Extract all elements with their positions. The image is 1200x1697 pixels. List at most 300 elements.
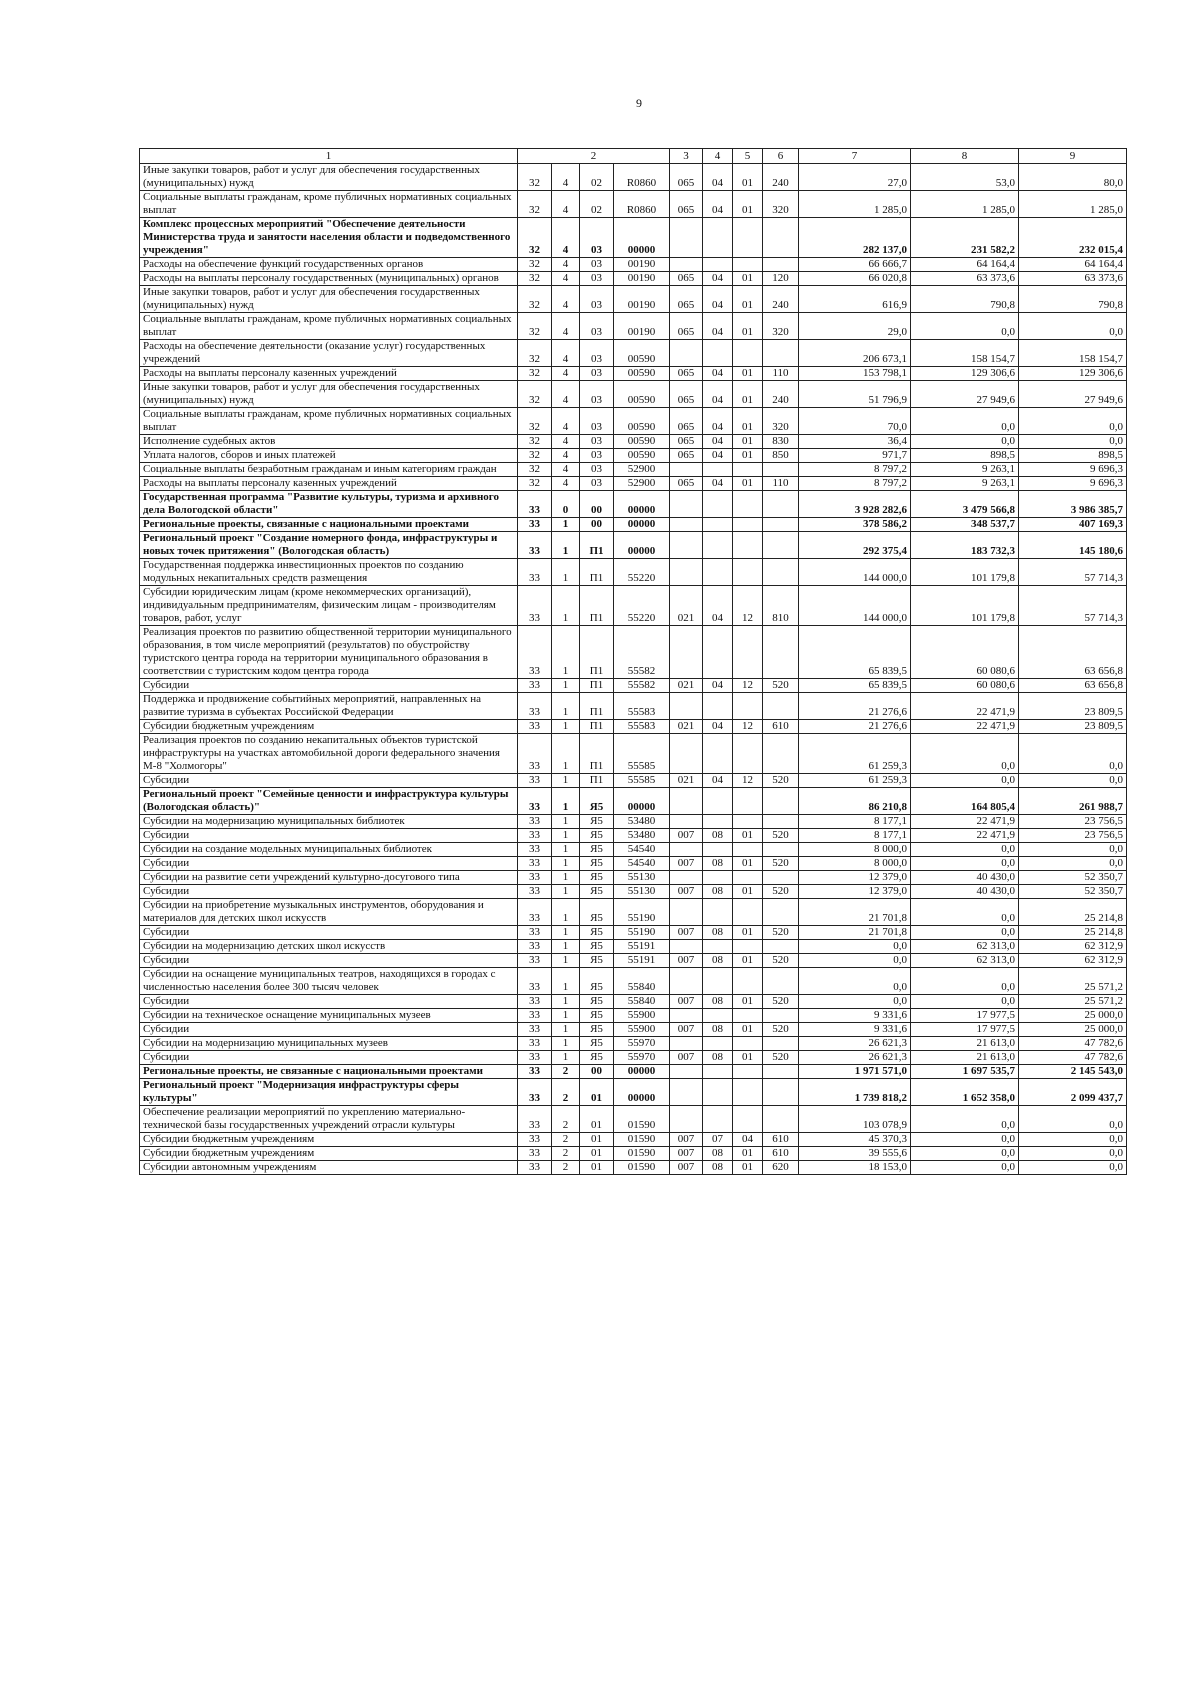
amount-col-7-cell: 971,7 xyxy=(799,449,911,463)
ministry-code-cell xyxy=(670,491,703,518)
ministry-code-cell: 065 xyxy=(670,272,703,286)
subsection-code-cell xyxy=(733,559,763,586)
amount-col-9-cell: 0,0 xyxy=(1019,1161,1127,1175)
section-code-cell: 08 xyxy=(703,1023,733,1037)
direction-code-cell: 55191 xyxy=(614,954,670,968)
subsection-code-cell: 01 xyxy=(733,191,763,218)
amount-col-8-cell: 22 471,9 xyxy=(911,693,1019,720)
amount-col-9-cell: 0,0 xyxy=(1019,857,1127,871)
amount-col-9-cell: 63 373,6 xyxy=(1019,272,1127,286)
ministry-code-cell: 065 xyxy=(670,313,703,340)
program-code-cell: 33 xyxy=(518,857,552,871)
amount-col-8-cell: 62 313,0 xyxy=(911,954,1019,968)
row-name-cell: Субсидии xyxy=(140,995,518,1009)
amount-col-7-cell: 65 839,5 xyxy=(799,679,911,693)
amount-col-7-cell: 616,9 xyxy=(799,286,911,313)
direction-code-cell: 00590 xyxy=(614,381,670,408)
subsection-code-cell: 01 xyxy=(733,995,763,1009)
section-code-cell: 08 xyxy=(703,1161,733,1175)
row-name-cell: Социальные выплаты гражданам, кроме публичных нормативных социальных выплат xyxy=(140,408,518,435)
activity-code-cell: 03 xyxy=(580,367,614,381)
program-code-cell: 33 xyxy=(518,1147,552,1161)
amount-col-7-cell: 8 797,2 xyxy=(799,463,911,477)
activity-code-cell: 03 xyxy=(580,340,614,367)
amount-col-7-cell: 8 797,2 xyxy=(799,477,911,491)
amount-col-8-cell: 53,0 xyxy=(911,164,1019,191)
amount-col-9-cell: 9 696,3 xyxy=(1019,463,1127,477)
section-code-cell: 08 xyxy=(703,926,733,940)
program-code-cell: 33 xyxy=(518,843,552,857)
subsection-code-cell: 04 xyxy=(733,1133,763,1147)
ministry-code-cell xyxy=(670,518,703,532)
table-row xyxy=(140,477,1127,491)
activity-code-cell: П1 xyxy=(580,693,614,720)
amount-col-9-cell: 52 350,7 xyxy=(1019,885,1127,899)
expense-type-cell: 830 xyxy=(763,435,799,449)
subprogram-code-cell: 4 xyxy=(552,191,580,218)
table-row xyxy=(140,1079,1127,1106)
expense-type-cell xyxy=(763,218,799,258)
expense-type-cell: 320 xyxy=(763,191,799,218)
program-code-cell: 33 xyxy=(518,899,552,926)
program-code-cell: 33 xyxy=(518,788,552,815)
program-code-cell: 33 xyxy=(518,1133,552,1147)
direction-code-cell: 01590 xyxy=(614,1147,670,1161)
amount-col-7-cell: 61 259,3 xyxy=(799,734,911,774)
activity-code-cell: Я5 xyxy=(580,954,614,968)
expense-type-cell xyxy=(763,843,799,857)
expense-type-cell: 520 xyxy=(763,995,799,1009)
amount-col-7-cell: 12 379,0 xyxy=(799,885,911,899)
row-name-cell: Комплекс процессных мероприятий "Обеспечение деятельности Министерства труда и занятости населения области и подведомственного учреждения" xyxy=(140,218,518,258)
ministry-code-cell xyxy=(670,788,703,815)
subsection-code-cell: 01 xyxy=(733,367,763,381)
subsection-code-cell: 01 xyxy=(733,272,763,286)
section-code-cell: 08 xyxy=(703,857,733,871)
direction-code-cell: 55840 xyxy=(614,968,670,995)
subsection-code-cell xyxy=(733,258,763,272)
direction-code-cell: 54540 xyxy=(614,843,670,857)
activity-code-cell: Я5 xyxy=(580,843,614,857)
amount-col-9-cell: 63 656,8 xyxy=(1019,626,1127,679)
expense-type-cell xyxy=(763,491,799,518)
program-code-cell: 32 xyxy=(518,164,552,191)
row-name-cell: Реализация проектов по созданию некапитальных объектов туристской инфраструктуры на участках автомобильной дороги федерального значения М-8 "Холмогоры" xyxy=(140,734,518,774)
ministry-code-cell: 007 xyxy=(670,995,703,1009)
subprogram-code-cell: 1 xyxy=(552,1009,580,1023)
activity-code-cell: Я5 xyxy=(580,1009,614,1023)
direction-code-cell: 55583 xyxy=(614,720,670,734)
activity-code-cell: 01 xyxy=(580,1161,614,1175)
subsection-code-cell xyxy=(733,1037,763,1051)
expense-type-cell: 520 xyxy=(763,926,799,940)
subsection-code-cell xyxy=(733,463,763,477)
amount-col-7-cell: 144 000,0 xyxy=(799,586,911,626)
row-name-cell: Поддержка и продвижение событийных мероприятий, направленных на развитие туризма в субъектах Российской Федерации xyxy=(140,693,518,720)
subprogram-code-cell: 1 xyxy=(552,559,580,586)
amount-col-7-cell: 86 210,8 xyxy=(799,788,911,815)
expense-type-cell: 120 xyxy=(763,272,799,286)
subprogram-code-cell: 4 xyxy=(552,367,580,381)
amount-col-9-cell: 47 782,6 xyxy=(1019,1051,1127,1065)
program-code-cell: 32 xyxy=(518,435,552,449)
table-row xyxy=(140,518,1127,532)
table-row xyxy=(140,774,1127,788)
row-name-cell: Региональные проекты, связанные с национальными проектами xyxy=(140,518,518,532)
section-code-cell: 04 xyxy=(703,586,733,626)
section-code-cell: 08 xyxy=(703,885,733,899)
subsection-code-cell xyxy=(733,940,763,954)
direction-code-cell: 52900 xyxy=(614,463,670,477)
section-code-cell xyxy=(703,1037,733,1051)
amount-col-9-cell: 63 656,8 xyxy=(1019,679,1127,693)
direction-code-cell: 00000 xyxy=(614,532,670,559)
subsection-code-cell: 01 xyxy=(733,381,763,408)
ministry-code-cell: 065 xyxy=(670,191,703,218)
subprogram-code-cell: 4 xyxy=(552,477,580,491)
subsection-code-cell: 01 xyxy=(733,857,763,871)
subprogram-code-cell: 1 xyxy=(552,518,580,532)
subsection-code-cell xyxy=(733,491,763,518)
section-code-cell xyxy=(703,258,733,272)
amount-col-9-cell: 0,0 xyxy=(1019,843,1127,857)
table-row xyxy=(140,164,1127,191)
activity-code-cell: 01 xyxy=(580,1147,614,1161)
subsection-code-cell: 12 xyxy=(733,774,763,788)
row-name-cell: Субсидии xyxy=(140,1023,518,1037)
section-code-cell xyxy=(703,559,733,586)
amount-col-8-cell: 21 613,0 xyxy=(911,1051,1019,1065)
subsection-code-cell: 12 xyxy=(733,586,763,626)
expense-type-cell: 520 xyxy=(763,1023,799,1037)
row-name-cell: Обеспечение реализации мероприятий по укреплению материально-технической базы государственных учреждений отрасли культуры xyxy=(140,1106,518,1133)
activity-code-cell: 01 xyxy=(580,1079,614,1106)
subsection-code-cell xyxy=(733,1009,763,1023)
ministry-code-cell xyxy=(670,1065,703,1079)
amount-col-7-cell: 103 078,9 xyxy=(799,1106,911,1133)
section-code-cell xyxy=(703,871,733,885)
amount-col-8-cell: 0,0 xyxy=(911,734,1019,774)
ministry-code-cell xyxy=(670,843,703,857)
amount-col-8-cell: 63 373,6 xyxy=(911,272,1019,286)
table-row xyxy=(140,815,1127,829)
subprogram-code-cell: 1 xyxy=(552,885,580,899)
amount-col-9-cell: 25 571,2 xyxy=(1019,995,1127,1009)
amount-col-8-cell: 0,0 xyxy=(911,1161,1019,1175)
subsection-code-cell xyxy=(733,788,763,815)
header-col-3: 3 xyxy=(670,149,703,164)
amount-col-8-cell: 22 471,9 xyxy=(911,829,1019,843)
program-code-cell: 33 xyxy=(518,1009,552,1023)
subprogram-code-cell: 0 xyxy=(552,491,580,518)
expense-type-cell: 110 xyxy=(763,367,799,381)
amount-col-8-cell: 0,0 xyxy=(911,313,1019,340)
header-col-7: 7 xyxy=(799,149,911,164)
expense-type-cell xyxy=(763,871,799,885)
activity-code-cell: Я5 xyxy=(580,995,614,1009)
ministry-code-cell: 007 xyxy=(670,1023,703,1037)
table-row xyxy=(140,968,1127,995)
amount-col-8-cell: 17 977,5 xyxy=(911,1009,1019,1023)
ministry-code-cell xyxy=(670,463,703,477)
program-code-cell: 33 xyxy=(518,1037,552,1051)
amount-col-8-cell: 21 613,0 xyxy=(911,1037,1019,1051)
program-code-cell: 32 xyxy=(518,367,552,381)
activity-code-cell: П1 xyxy=(580,586,614,626)
amount-col-7-cell: 26 621,3 xyxy=(799,1037,911,1051)
table-row xyxy=(140,463,1127,477)
expense-type-cell: 610 xyxy=(763,1147,799,1161)
direction-code-cell: 00000 xyxy=(614,788,670,815)
subsection-code-cell xyxy=(733,532,763,559)
program-code-cell: 32 xyxy=(518,313,552,340)
section-code-cell: 04 xyxy=(703,449,733,463)
program-code-cell: 32 xyxy=(518,381,552,408)
subprogram-code-cell: 4 xyxy=(552,463,580,477)
amount-col-8-cell: 22 471,9 xyxy=(911,720,1019,734)
subprogram-code-cell: 4 xyxy=(552,313,580,340)
amount-col-9-cell: 23 809,5 xyxy=(1019,693,1127,720)
amount-col-9-cell: 23 756,5 xyxy=(1019,815,1127,829)
subprogram-code-cell: 2 xyxy=(552,1106,580,1133)
row-name-cell: Субсидии на модернизацию муниципальных библиотек xyxy=(140,815,518,829)
ministry-code-cell: 065 xyxy=(670,367,703,381)
section-code-cell: 04 xyxy=(703,286,733,313)
row-name-cell: Социальные выплаты гражданам, кроме публичных нормативных социальных выплат xyxy=(140,313,518,340)
direction-code-cell: 55582 xyxy=(614,626,670,679)
row-name-cell: Субсидии бюджетным учреждениям xyxy=(140,720,518,734)
amount-col-7-cell: 0,0 xyxy=(799,968,911,995)
section-code-cell: 08 xyxy=(703,954,733,968)
program-code-cell: 33 xyxy=(518,871,552,885)
amount-col-9-cell: 64 164,4 xyxy=(1019,258,1127,272)
subprogram-code-cell: 4 xyxy=(552,408,580,435)
subprogram-code-cell: 4 xyxy=(552,218,580,258)
expense-type-cell: 240 xyxy=(763,381,799,408)
amount-col-7-cell: 27,0 xyxy=(799,164,911,191)
expense-type-cell: 520 xyxy=(763,679,799,693)
direction-code-cell: 00590 xyxy=(614,408,670,435)
direction-code-cell: 55130 xyxy=(614,885,670,899)
direction-code-cell: 55582 xyxy=(614,679,670,693)
subprogram-code-cell: 2 xyxy=(552,1147,580,1161)
section-code-cell xyxy=(703,815,733,829)
subsection-code-cell xyxy=(733,734,763,774)
amount-col-7-cell: 153 798,1 xyxy=(799,367,911,381)
program-code-cell: 33 xyxy=(518,1051,552,1065)
program-code-cell: 33 xyxy=(518,518,552,532)
table-row xyxy=(140,626,1127,679)
table-row xyxy=(140,218,1127,258)
subprogram-code-cell: 1 xyxy=(552,693,580,720)
subprogram-code-cell: 2 xyxy=(552,1065,580,1079)
amount-col-7-cell: 8 177,1 xyxy=(799,829,911,843)
ministry-code-cell: 065 xyxy=(670,435,703,449)
amount-col-7-cell: 12 379,0 xyxy=(799,871,911,885)
amount-col-8-cell: 60 080,6 xyxy=(911,626,1019,679)
ministry-code-cell: 007 xyxy=(670,1147,703,1161)
expense-type-cell: 320 xyxy=(763,313,799,340)
ministry-code-cell xyxy=(670,532,703,559)
activity-code-cell: Я5 xyxy=(580,788,614,815)
subsection-code-cell: 01 xyxy=(733,885,763,899)
expense-type-cell: 520 xyxy=(763,829,799,843)
expense-type-cell xyxy=(763,1009,799,1023)
subsection-code-cell xyxy=(733,693,763,720)
amount-col-8-cell: 62 313,0 xyxy=(911,940,1019,954)
direction-code-cell: R0860 xyxy=(614,191,670,218)
subsection-code-cell: 01 xyxy=(733,435,763,449)
subsection-code-cell: 01 xyxy=(733,449,763,463)
amount-col-9-cell: 52 350,7 xyxy=(1019,871,1127,885)
table-row xyxy=(140,313,1127,340)
subprogram-code-cell: 2 xyxy=(552,1161,580,1175)
subsection-code-cell: 01 xyxy=(733,926,763,940)
section-code-cell: 04 xyxy=(703,191,733,218)
ministry-code-cell: 065 xyxy=(670,381,703,408)
subsection-code-cell xyxy=(733,1106,763,1133)
direction-code-cell: 55220 xyxy=(614,559,670,586)
subsection-code-cell: 01 xyxy=(733,313,763,340)
amount-col-8-cell: 164 805,4 xyxy=(911,788,1019,815)
subsection-code-cell: 01 xyxy=(733,954,763,968)
direction-code-cell: 00000 xyxy=(614,491,670,518)
ministry-code-cell xyxy=(670,968,703,995)
amount-col-7-cell: 21 701,8 xyxy=(799,926,911,940)
row-name-cell: Субсидии на оснащение муниципальных театров, находящихся в городах с численностью населения более 300 тысяч человек xyxy=(140,968,518,995)
amount-col-8-cell: 40 430,0 xyxy=(911,871,1019,885)
row-name-cell: Расходы на обеспечение деятельности (оказание услуг) государственных учреждений xyxy=(140,340,518,367)
amount-col-9-cell: 0,0 xyxy=(1019,313,1127,340)
table-row xyxy=(140,1037,1127,1051)
activity-code-cell: Я5 xyxy=(580,1037,614,1051)
activity-code-cell: П1 xyxy=(580,720,614,734)
direction-code-cell: 55583 xyxy=(614,693,670,720)
amount-col-7-cell: 45 370,3 xyxy=(799,1133,911,1147)
section-code-cell xyxy=(703,940,733,954)
ministry-code-cell: 007 xyxy=(670,1133,703,1147)
table-row xyxy=(140,340,1127,367)
row-name-cell: Субсидии xyxy=(140,954,518,968)
amount-col-7-cell: 1 971 571,0 xyxy=(799,1065,911,1079)
program-code-cell: 32 xyxy=(518,258,552,272)
ministry-code-cell: 007 xyxy=(670,885,703,899)
table-row xyxy=(140,788,1127,815)
section-code-cell xyxy=(703,340,733,367)
expense-type-cell xyxy=(763,693,799,720)
program-code-cell: 33 xyxy=(518,1065,552,1079)
header-col-2: 2 xyxy=(518,149,670,164)
table-row xyxy=(140,843,1127,857)
amount-col-9-cell: 80,0 xyxy=(1019,164,1127,191)
amount-col-8-cell: 790,8 xyxy=(911,286,1019,313)
amount-col-8-cell: 183 732,3 xyxy=(911,532,1019,559)
amount-col-8-cell: 898,5 xyxy=(911,449,1019,463)
expense-type-cell xyxy=(763,1037,799,1051)
amount-col-9-cell: 129 306,6 xyxy=(1019,367,1127,381)
table-row xyxy=(140,899,1127,926)
table-row xyxy=(140,1133,1127,1147)
activity-code-cell: Я5 xyxy=(580,926,614,940)
activity-code-cell: 03 xyxy=(580,258,614,272)
table-row xyxy=(140,272,1127,286)
amount-col-7-cell: 18 153,0 xyxy=(799,1161,911,1175)
activity-code-cell: Я5 xyxy=(580,1023,614,1037)
row-name-cell: Субсидии xyxy=(140,679,518,693)
ministry-code-cell: 065 xyxy=(670,408,703,435)
amount-col-9-cell: 27 949,6 xyxy=(1019,381,1127,408)
program-code-cell: 33 xyxy=(518,885,552,899)
activity-code-cell: Я5 xyxy=(580,885,614,899)
direction-code-cell: 00590 xyxy=(614,340,670,367)
row-name-cell: Субсидии xyxy=(140,774,518,788)
direction-code-cell: 55220 xyxy=(614,586,670,626)
row-name-cell: Иные закупки товаров, работ и услуг для обеспечения государственных (муниципальных) нужд xyxy=(140,286,518,313)
table-row xyxy=(140,954,1127,968)
ministry-code-cell: 065 xyxy=(670,164,703,191)
ministry-code-cell xyxy=(670,626,703,679)
ministry-code-cell xyxy=(670,1079,703,1106)
amount-col-8-cell: 0,0 xyxy=(911,1147,1019,1161)
subsection-code-cell: 01 xyxy=(733,1051,763,1065)
subsection-code-cell: 01 xyxy=(733,286,763,313)
row-name-cell: Расходы на выплаты персоналу казенных учреждений xyxy=(140,367,518,381)
program-code-cell: 33 xyxy=(518,829,552,843)
amount-col-7-cell: 1 739 818,2 xyxy=(799,1079,911,1106)
subprogram-code-cell: 2 xyxy=(552,1079,580,1106)
subprogram-code-cell: 1 xyxy=(552,857,580,871)
ministry-code-cell: 007 xyxy=(670,926,703,940)
subprogram-code-cell: 1 xyxy=(552,626,580,679)
amount-col-9-cell: 25 000,0 xyxy=(1019,1023,1127,1037)
program-code-cell: 33 xyxy=(518,693,552,720)
section-code-cell: 04 xyxy=(703,164,733,191)
subprogram-code-cell: 1 xyxy=(552,788,580,815)
amount-col-7-cell: 144 000,0 xyxy=(799,559,911,586)
row-name-cell: Субсидии на техническое оснащение муниципальных музеев xyxy=(140,1009,518,1023)
amount-col-8-cell: 0,0 xyxy=(911,926,1019,940)
subprogram-code-cell: 1 xyxy=(552,815,580,829)
program-code-cell: 33 xyxy=(518,1023,552,1037)
amount-col-9-cell: 62 312,9 xyxy=(1019,954,1127,968)
amount-col-7-cell: 8 000,0 xyxy=(799,843,911,857)
amount-col-8-cell: 1 285,0 xyxy=(911,191,1019,218)
section-code-cell xyxy=(703,1065,733,1079)
row-name-cell: Субсидии xyxy=(140,885,518,899)
section-code-cell xyxy=(703,843,733,857)
table-row xyxy=(140,449,1127,463)
ministry-code-cell xyxy=(670,559,703,586)
activity-code-cell: Я5 xyxy=(580,940,614,954)
amount-col-9-cell: 898,5 xyxy=(1019,449,1127,463)
subprogram-code-cell: 1 xyxy=(552,679,580,693)
direction-code-cell: 55585 xyxy=(614,774,670,788)
direction-code-cell: 00590 xyxy=(614,449,670,463)
activity-code-cell: П1 xyxy=(580,626,614,679)
header-col-4: 4 xyxy=(703,149,733,164)
budget-table-container xyxy=(139,148,1127,1175)
direction-code-cell: 00190 xyxy=(614,313,670,340)
amount-col-7-cell: 39 555,6 xyxy=(799,1147,911,1161)
expense-type-cell xyxy=(763,258,799,272)
activity-code-cell: 03 xyxy=(580,381,614,408)
amount-col-9-cell: 25 571,2 xyxy=(1019,968,1127,995)
activity-code-cell: 02 xyxy=(580,191,614,218)
expense-type-cell: 520 xyxy=(763,857,799,871)
activity-code-cell: Я5 xyxy=(580,1051,614,1065)
table-row xyxy=(140,1065,1127,1079)
table-row xyxy=(140,1051,1127,1065)
